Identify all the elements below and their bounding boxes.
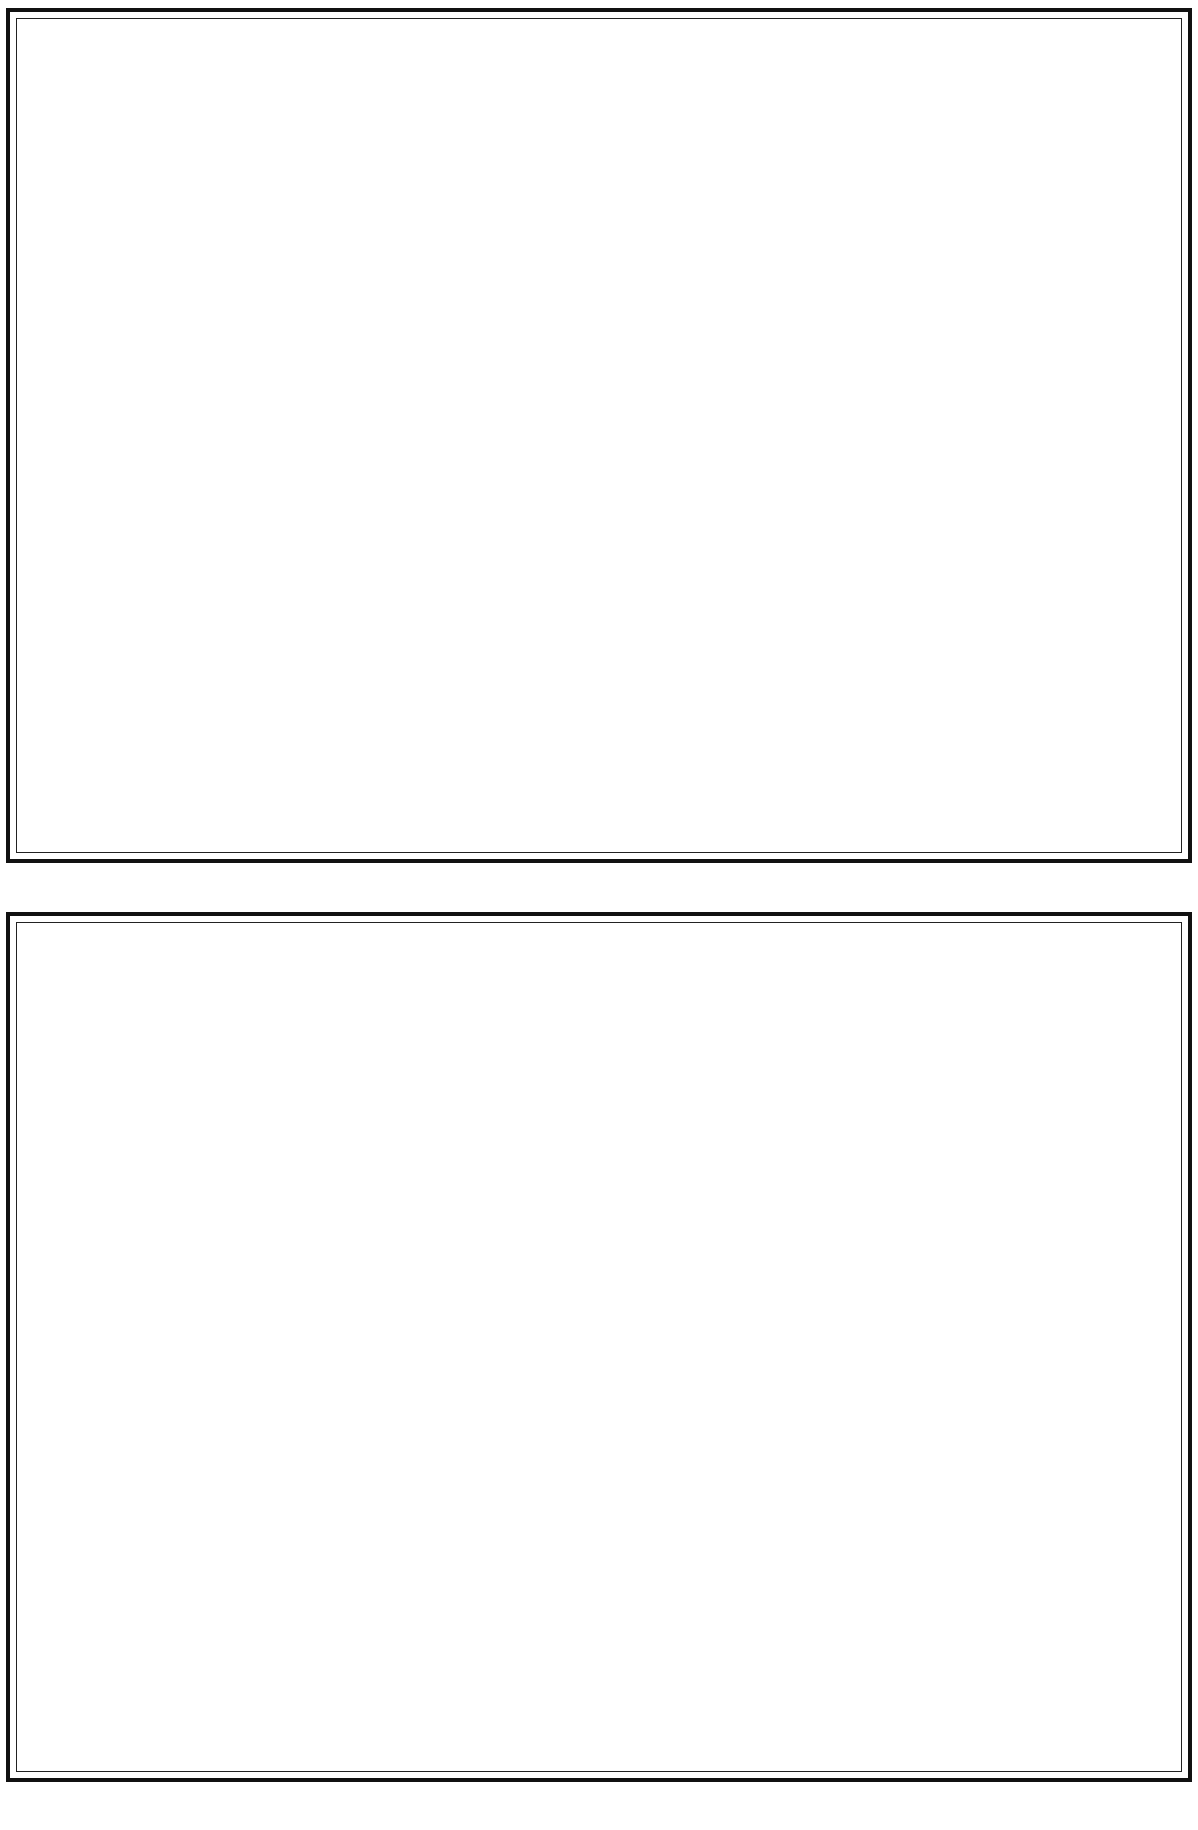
- top-page-columns: [17, 19, 1181, 852]
- bottom-page-frame: [16, 922, 1182, 1772]
- top-page-frame: [16, 18, 1182, 853]
- top-page: [6, 8, 1192, 863]
- bottom-page: [6, 912, 1192, 1782]
- bottom-page-columns: [17, 923, 1181, 1771]
